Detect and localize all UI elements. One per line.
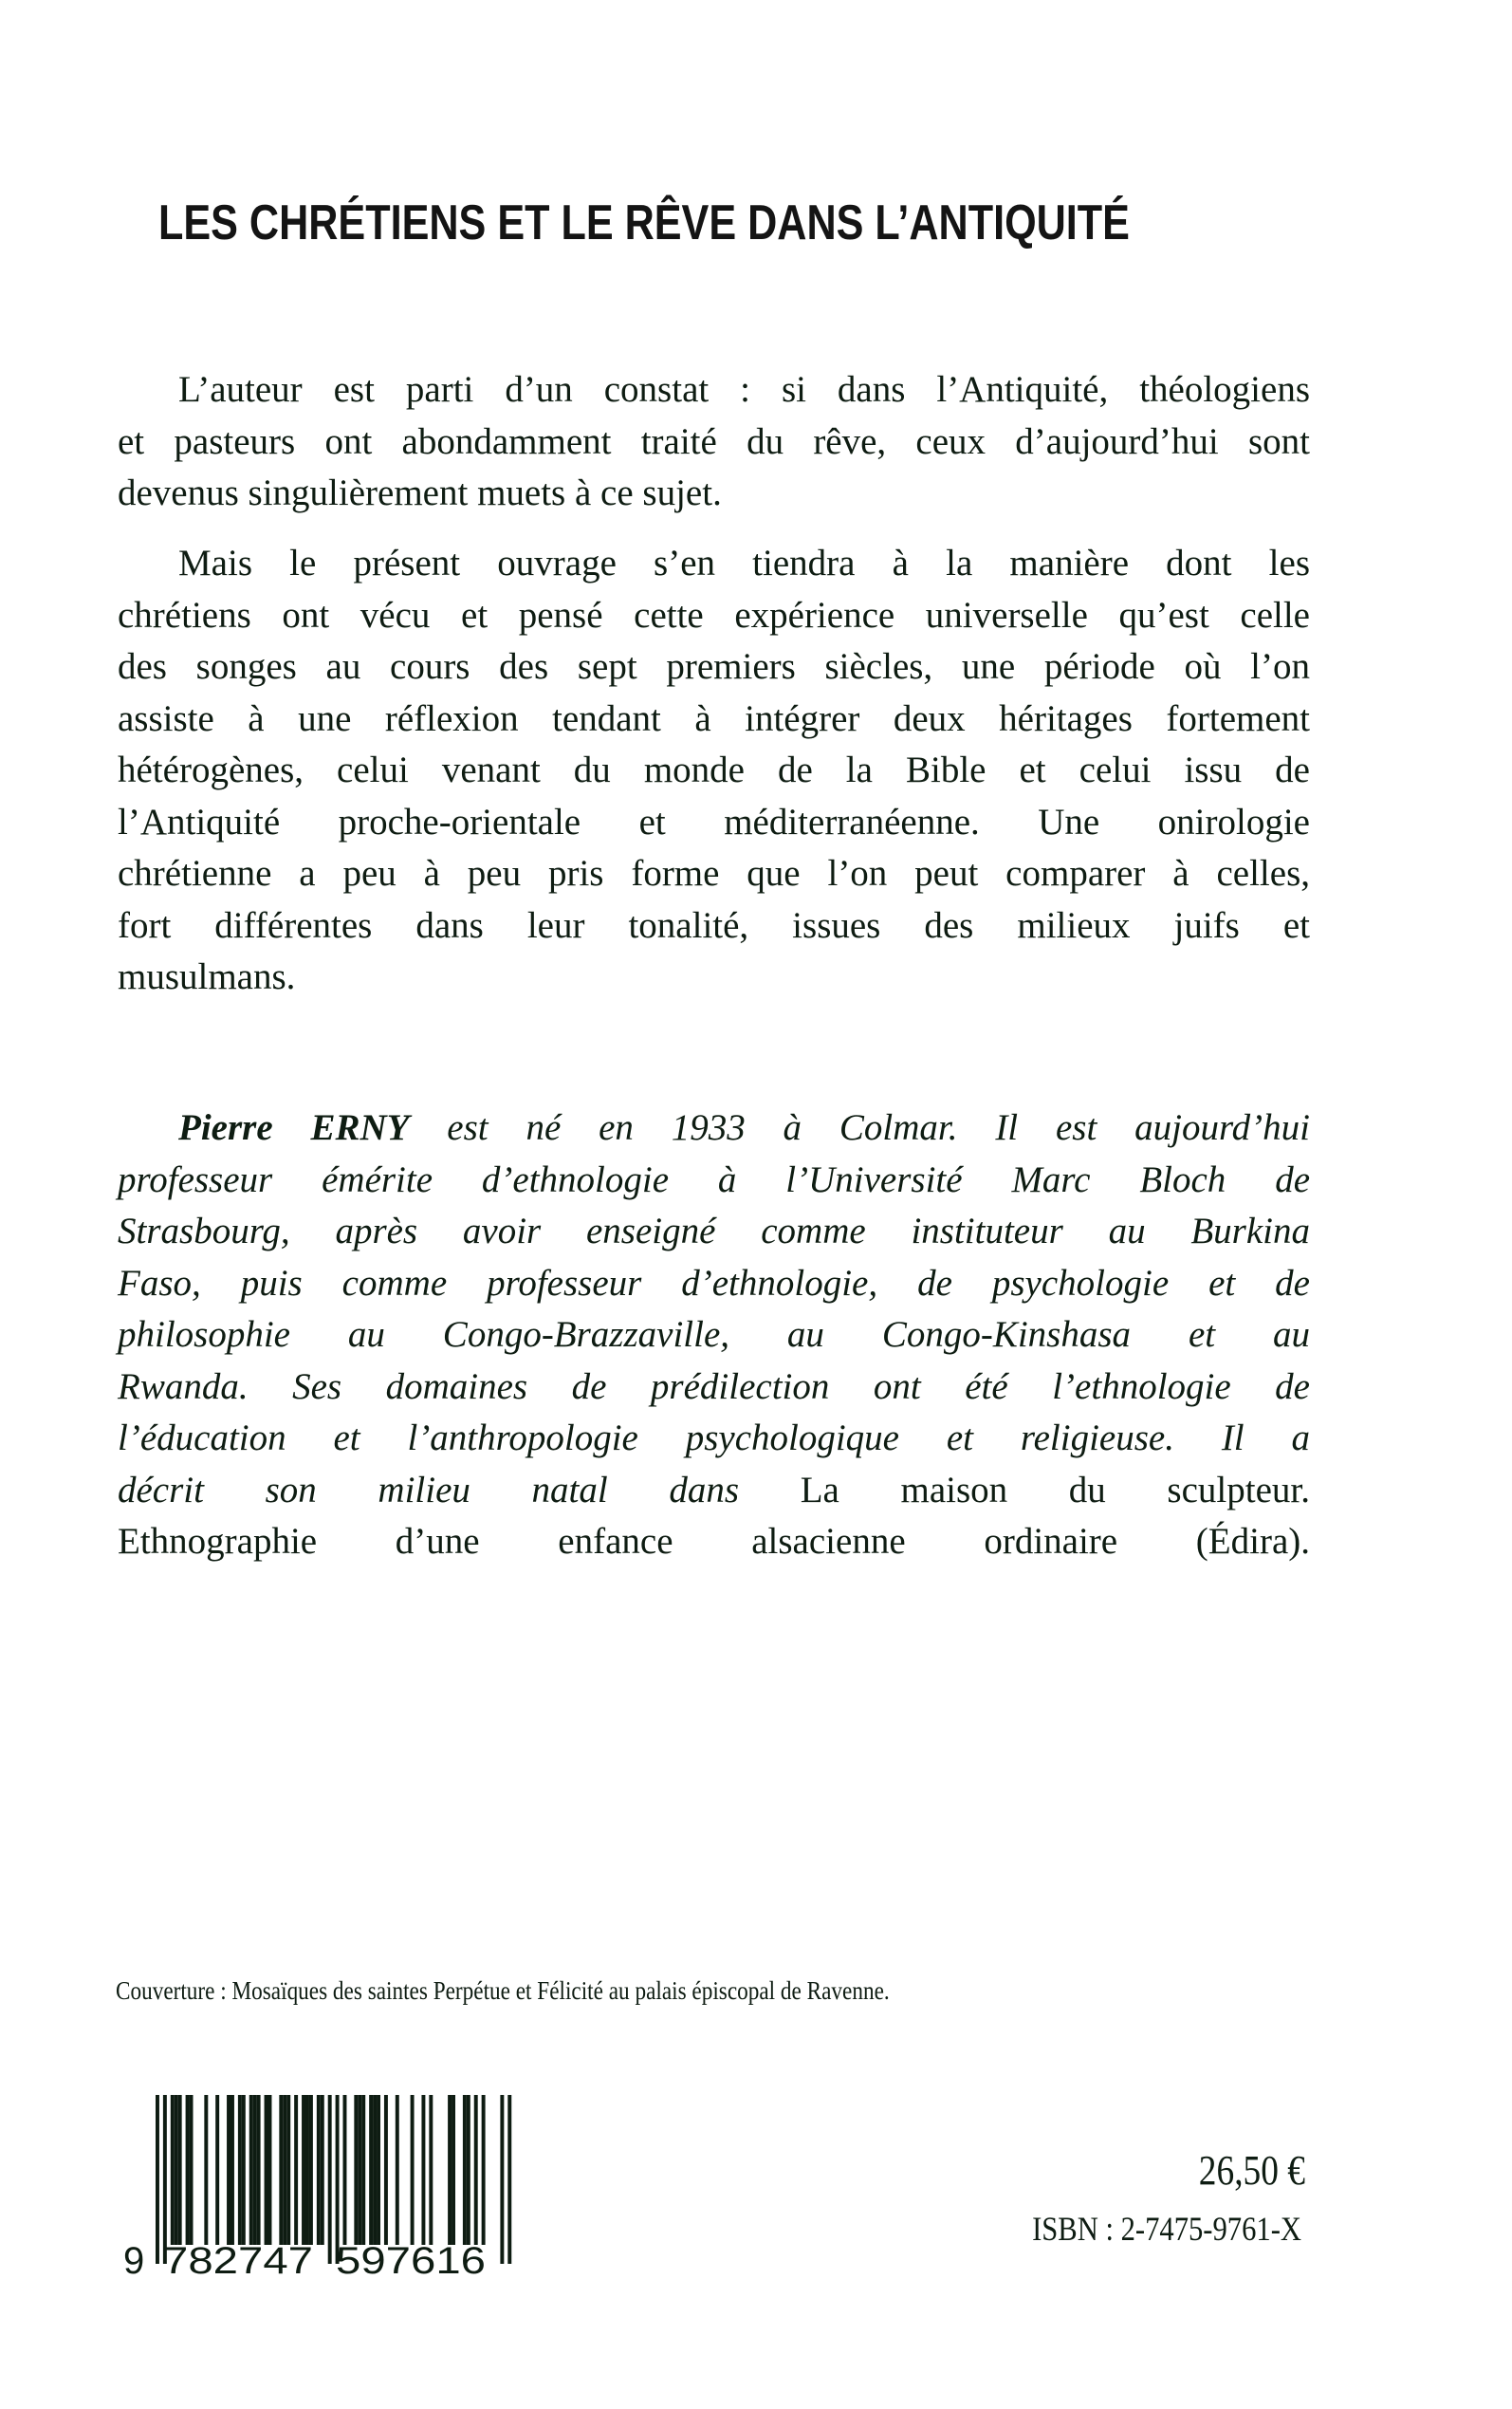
barcode-bar — [175, 2095, 178, 2245]
barcode-bar — [204, 2095, 208, 2245]
text-segment: décrit son milieu natal dans — [118, 1469, 801, 1510]
text-line: philosophie au Congo-Brazzaville, au Congo-Kinshasa et au — [118, 1314, 1310, 1355]
text-line: assiste à une réflexion tendant à intégrer deux héritages fortement — [118, 697, 1310, 739]
text-line: l’Antiquité proche-orientale et méditerranéenne. Une onirologie — [118, 801, 1310, 843]
barcode-bar — [265, 2095, 268, 2245]
barcode-bar — [463, 2095, 467, 2245]
barcode-bar — [373, 2095, 377, 2245]
barcode-right-digits: 597616 — [336, 2240, 486, 2282]
barcode-guard-bar — [328, 2095, 332, 2264]
barcode-bar — [384, 2095, 388, 2245]
barcode-bar — [227, 2095, 230, 2245]
text-line: Faso, puis comme professeur d’ethnologie, de psychologie et de — [118, 1262, 1310, 1304]
text-line: Rwanda. Ses domaines de prédilection ont été l’ethnologie de — [118, 1365, 1310, 1407]
barcode-bar — [238, 2095, 242, 2245]
text-line: Strasbourg, après avoir enseigné comme instituteur au Burkina — [118, 1211, 1310, 1251]
barcode-bar — [190, 2095, 194, 2245]
barcode-bar — [230, 2095, 234, 2245]
text-line: Mais le présent ouvrage s’en tiendra à la manière dont les — [178, 543, 1310, 584]
barcode-bar — [396, 2095, 399, 2245]
barcode-bar — [309, 2095, 313, 2245]
barcode-bar — [286, 2095, 290, 2245]
barcode-bar — [178, 2095, 182, 2245]
barcode-bar — [171, 2095, 175, 2245]
barcode-bar — [249, 2095, 253, 2245]
isbn: ISBN : 2-7475-9761-X — [1032, 2210, 1301, 2248]
barcode-bar — [305, 2095, 309, 2245]
barcode-bar — [321, 2095, 324, 2245]
barcode-bar — [268, 2095, 272, 2245]
text-line: devenus singulièrement muets à ce sujet. — [118, 473, 722, 513]
barcode-bar — [377, 2095, 380, 2245]
barcode-guard-bar — [163, 2095, 167, 2264]
barcode-bar — [343, 2095, 347, 2245]
barcode-bar — [317, 2095, 321, 2245]
text-line: chrétiens ont vécu et pensé cette expérience universelle qu’est celle — [118, 594, 1310, 636]
author-name: Pierre ERNY — [178, 1107, 410, 1148]
text-line: musulmans. — [118, 956, 296, 997]
text-line: Ethnographie d’une enfance alsacienne ordinaire (Édira). — [118, 1521, 1310, 1562]
text-line: fort différentes dans leur tonalité, issues des milieux juifs et — [118, 904, 1310, 946]
price: 26,50 € — [1198, 2147, 1305, 2194]
barcode-bar — [302, 2095, 305, 2245]
barcode-bar — [354, 2095, 358, 2245]
barcode-bar — [294, 2095, 298, 2245]
barcode-bar — [474, 2095, 478, 2245]
text-line: l’éducation et l’anthropologie psychologique et religieuse. Il a — [118, 1418, 1310, 1458]
barcode-bar — [467, 2095, 470, 2245]
text-line: des songes au cours des sept premiers siècles, une période où l’on — [118, 646, 1310, 687]
barcode-guard-bar — [507, 2095, 511, 2264]
barcode — [121, 2093, 520, 2283]
text-line — [118, 1465, 1310, 1517]
text-line: chrétienne a peu à peu pris forme que l’on peut comparer à celles, — [118, 853, 1310, 894]
barcode-bar — [283, 2095, 286, 2245]
barcode-bar — [482, 2095, 486, 2245]
text-line: hétérogènes, celui venant du monde de la Bible et celui issu de — [118, 750, 1310, 790]
barcode-guard-bar — [156, 2095, 159, 2264]
barcode-bar — [257, 2095, 261, 2245]
barcode-bar — [411, 2095, 415, 2245]
author-biography — [118, 1103, 1310, 1568]
text-line — [118, 1103, 1310, 1155]
text-line: professeur émérite d’ethnologie à l’Université Marc Bloch de — [118, 1158, 1310, 1200]
barcode-bar — [452, 2095, 455, 2245]
barcode-bar — [358, 2095, 361, 2245]
text-line: L’auteur est parti d’un constat : si dans l’Antiquité, théologiens — [178, 369, 1310, 410]
cover-credit: Couverture : Mosaïques des saintes Perpétue et Félicité au palais épiscopal de Ravenne. — [116, 1976, 890, 2005]
book-reference: La maison du sculpteur. — [800, 1469, 1310, 1510]
barcode-bar — [215, 2095, 219, 2245]
barcode-bar — [421, 2095, 425, 2245]
barcode-bar — [186, 2095, 190, 2245]
barcode-bar — [279, 2095, 283, 2245]
summary-paragraph-1 — [118, 364, 1310, 520]
barcode-bar — [242, 2095, 246, 2245]
text-segment: est né en 1933 à Colmar. Il est aujourd’hui — [409, 1107, 1311, 1148]
barcode-guard-bar — [336, 2095, 340, 2264]
barcode-guard-bar — [500, 2095, 504, 2264]
summary-paragraph-2 — [118, 538, 1310, 1004]
barcode-bar — [369, 2095, 373, 2245]
barcode-left-digits: 782747 — [163, 2240, 313, 2282]
barcode-bar — [448, 2095, 452, 2245]
barcode-first-digit: 9 — [123, 2240, 145, 2282]
barcode-bar — [253, 2095, 257, 2245]
barcode-bar — [429, 2095, 433, 2245]
book-title: LES CHRÉTIENS ET LE RÊVE DANS L’ANTIQUITÉ — [158, 195, 1130, 250]
barcode-bar — [361, 2095, 365, 2245]
text-line: et pasteurs ont abondamment traité du rêve, ceux d’aujourd’hui sont — [118, 420, 1310, 462]
